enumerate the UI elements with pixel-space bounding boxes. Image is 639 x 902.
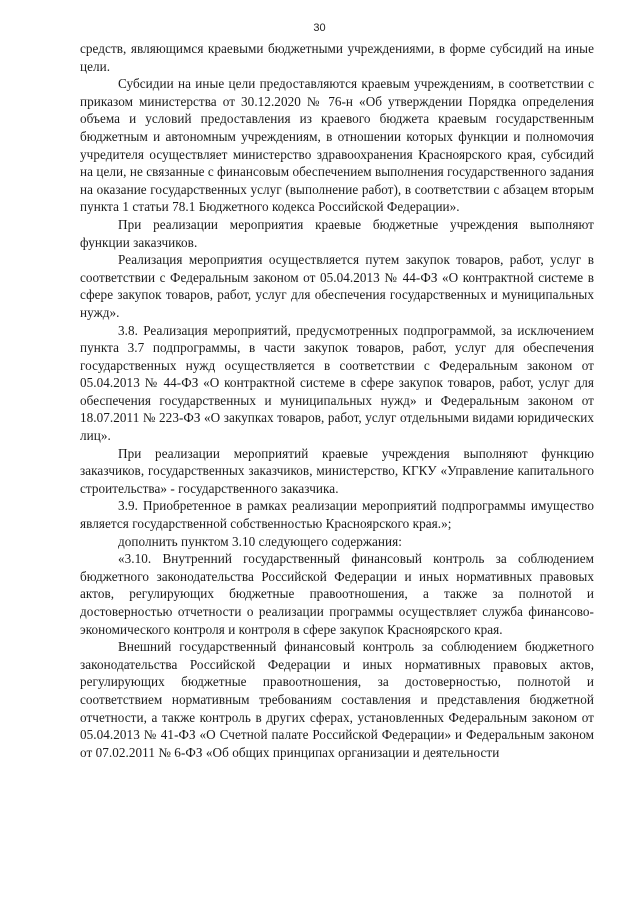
paragraph-2: Субсидии на иные цели предоставляются краевым учреждениям, в соответствии с приказом министерства от 30.12.2020 № 76-н «Об утверждении Порядка определения объема и условий предоставления из краевого бюджета краевым государственным бюджетным и автономным учреждениям, в отношении которых функции и полномочия учредителя осуществляет министерство здравоохранения Красноярского края, субсидий на цели, не связанные с финансовым обеспечением выполнения государственного задания на оказание государственных услуг (выполнение работ), в соответствии с абзацем вторым пункта 1 статьи 78.1 Бюджетного кодекса Российской Федерации». bbox=[80, 76, 594, 215]
paragraph-6: При реализации мероприятий краевые учреждения выполняют функцию заказчиков, государственных заказчиков, министерство, КГКУ «Управление капитального строительства» - государственного заказчика. bbox=[80, 445, 594, 496]
paragraph-3: При реализации мероприятия краевые бюджетные учреждения выполняют функции заказчиков. bbox=[80, 216, 594, 250]
paragraph-7: 3.9. Приобретенное в рамках реализации мероприятий подпрограммы имущество является государственной собственностью Красноярского края.»; bbox=[80, 498, 594, 532]
document-body bbox=[80, 40, 594, 761]
paragraph-1: средств, являющимся краевыми бюджетными учреждениями, в форме субсидий на иные цели. bbox=[80, 41, 594, 74]
paragraph-9: «3.10. Внутренний государственный финансовый контроль за соблюдением бюджетного законодательства Российской Федерации и иных нормативных правовых актов, регулирующих бюджетные правоотношения, а также за полнотой и достоверностью отчетности о реализации программы осуществляет служба финансово-экономического контроля и контроля в сфере закупок Красноярского края. bbox=[80, 551, 594, 637]
paragraph-4: Реализация мероприятия осуществляется путем закупок товаров, работ, услуг в соответствии с Федеральным законом от 05.04.2013 № 44-ФЗ «О контрактной системе в сфере закупок товаров, работ, услуг для обеспечения государственных и муниципальных нужд». bbox=[80, 252, 594, 320]
page-number: 30 bbox=[313, 22, 326, 34]
paragraph-10: Внешний государственный финансовый контроль за соблюдением бюджетного законодательства Российской Федерации и иных нормативных правовых актов, регулирующих бюджетные правоотношения, за достоверностью, полнотой и соответствием нормативным требованиям составления и представления бюджетной отчетности, а также контроль в других сферах, установленных Федеральным законом от 05.04.2013 № 41-ФЗ «О Счетной палате Российской Федерации» и Федеральным законом от 07.02.2011 № 6-ФЗ «Об общих принципах организации и деятельности bbox=[80, 639, 594, 760]
paragraph-8: дополнить пунктом 3.10 следующего содержания: bbox=[118, 533, 402, 549]
paragraph-5: 3.8. Реализация мероприятий, предусмотренных подпрограммой, за исключением пункта 3.7 подпрограммы, в части закупок товаров, работ, услуг для обеспечения государственных нужд осуществляется в соответствии с Федеральным законом от 05.04.2013 № 44-ФЗ «О контрактной системе в сфере закупок товаров, работ, услуг для обеспечения государственных и муниципальных нужд» и Федеральным законом от 18.07.2011 № 223-ФЗ «О закупках товаров, работ, услуг отдельными видами юридических лиц». bbox=[80, 322, 594, 444]
